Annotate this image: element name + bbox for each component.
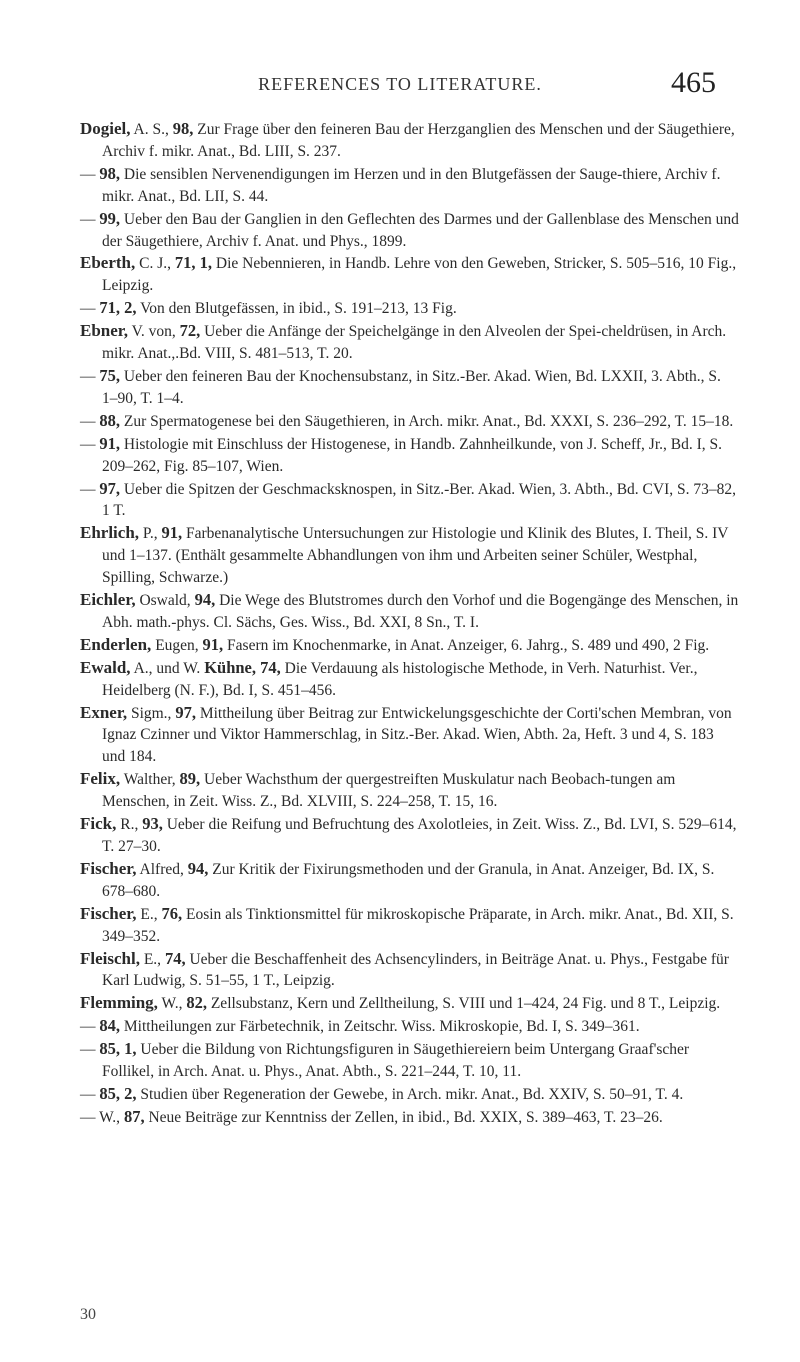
reference-text: Ueber die Spitzen der Geschmacksknospen, in Sitz.-Ber. Akad. Wien, 3. Abth., Bd. CVI, S. 73–82, 1 T. [102, 480, 736, 520]
reference-number: 93, [142, 814, 163, 834]
reference-lead: C. J., [135, 255, 175, 273]
reference-lead: — [80, 1041, 100, 1059]
reference-author: Ehrlich, [80, 523, 140, 543]
reference-author: Fischer, [80, 858, 137, 878]
reference-text: Fasern im Knochenmarke, in Anat. Anzeiger, 6. Jahrg., S. 489 und 490, 2 Fig. [223, 636, 710, 654]
reference-text: Ueber den feineren Bau der Knochensubstanz, in Sitz.-Ber. Akad. Wien, Bd. LXXII, 3. Abth., S. 1–90, T. 1–4. [102, 367, 721, 407]
reference-text: Die Wege des Blutstromes durch den Vorhof und die Bogengänge des Menschen, in Abh. math.-phys. Cl. Sächs, Ges. Wiss., Bd. XXI, 8 Sn., T. I. [102, 592, 739, 631]
reference-entry [80, 297, 740, 320]
reference-lead: R., [116, 816, 143, 834]
reference-number: 74, [164, 948, 186, 968]
reference-number: 84, [99, 1016, 120, 1036]
reference-entry [80, 813, 740, 858]
reference-entry [80, 1083, 740, 1106]
reference-lead: — W., [80, 1108, 124, 1126]
reference-lead: — [80, 480, 100, 498]
reference-author: Exner, [80, 702, 128, 722]
reference-entry [80, 1015, 740, 1038]
reference-entry [80, 992, 740, 1015]
reference-entry [80, 163, 740, 208]
reference-author: Fick, [80, 814, 117, 834]
reference-author: Eichler, [80, 590, 136, 610]
reference-entry [80, 522, 740, 589]
reference-text: Eosin als Tinktionsmittel für mikroskopische Präparate, in Arch. mikr. Anat., Bd. XII, S. 349–352. [102, 905, 734, 945]
reference-text: Zur Spermatogenese bei den Säugethieren, in Arch. mikr. Anat., Bd. XXXI, S. 236–292, T. 15–18. [120, 412, 734, 430]
reference-lead: — [80, 210, 100, 228]
reference-entry [80, 208, 740, 253]
reference-author: Fischer, [80, 903, 137, 923]
page-number: 465 [671, 66, 716, 99]
reference-number: 85, 2, [99, 1083, 137, 1103]
reference-number: 71, 1, [174, 253, 212, 273]
reference-lead: E., [136, 905, 162, 923]
reference-text: Ueber die Reifung und Befruchtung des Axolotleies, in Zeit. Wiss. Z., Bd. LVI, S. 529–614, T. 27–30. [102, 816, 737, 855]
reference-lead: P., [139, 525, 162, 543]
reference-entry [80, 433, 740, 478]
reference-entry [80, 1038, 740, 1083]
reference-text: Zur Kritik der Fixirungsmethoden und der Granula, in Anat. Anzeiger, Bd. IX, S. 678–680. [102, 860, 715, 900]
reference-entry [80, 365, 740, 410]
reference-number: 87, [123, 1106, 145, 1126]
reference-text: Mittheilung über Beitrag zur Entwickelungsgeschichte der Corti'schen Membran, von Ignaz Czinner und Viktor Hammerschlag, in Sitz.-Ber. Akad. Wien, Abth. 2a, Heft. 3 und 4, S. 183 und 184. [102, 704, 732, 766]
reference-number: 88, [99, 410, 120, 430]
reference-number: 99, [99, 208, 120, 228]
reference-lead: A. S., [130, 121, 173, 138]
reference-entry [80, 768, 740, 813]
reference-text: Histologie mit Einschluss der Histogenese, in Handb. Zahnheilkunde, von J. Scheff, Jr., Bd. I, S. 209–262, Fig. 85–107, Wien. [102, 435, 722, 475]
reference-number: 82, [186, 993, 207, 1013]
reference-text: Die sensiblen Nervenendigungen im Herzen und in den Blutgefässen der Sauge-thiere, Archiv f. mikr. Anat., Bd. LII, S. 44. [102, 165, 721, 205]
reference-number: 97, [175, 702, 196, 722]
reference-number: 94, [194, 590, 216, 610]
reference-author: Eberth, [80, 253, 136, 273]
reference-entry [80, 410, 740, 433]
reference-author: Ebner, [80, 321, 129, 341]
reference-author: Felix, [80, 769, 121, 789]
signature-mark: 30 [80, 1306, 96, 1323]
reference-entry [80, 657, 740, 702]
reference-entry [80, 118, 740, 163]
reference-number: 76, [161, 903, 183, 923]
reference-number: 94, [187, 858, 209, 878]
reference-lead: Oswald, [135, 592, 195, 610]
reference-entry [80, 320, 740, 365]
reference-lead: — [80, 1018, 100, 1036]
reference-author: Flemming, [80, 993, 158, 1013]
reference-number: 71, 2, [99, 298, 137, 318]
reference-number: 98, [172, 119, 194, 138]
page-header [0, 66, 800, 108]
reference-list [80, 118, 740, 1129]
reference-text: Die Verdauung als histologische Methode, in Verh. Naturhist. Ver., Heidelberg (N. F.), Bd. I, S. 451–456. [102, 659, 698, 699]
reference-lead: W., [157, 995, 187, 1013]
reference-number: 89, [179, 769, 201, 789]
reference-text: Studien über Regeneration der Gewebe, in Arch. mikr. Anat., Bd. XXIV, S. 50–91, T. 4. [136, 1085, 684, 1103]
reference-text: Die Nebennieren, in Handb. Lehre von den Geweben, Stricker, S. 505–516, 10 Fig., Leipzig. [102, 255, 737, 295]
reference-text: Von den Blutgefässen, in ibid., S. 191–213, 13 Fig. [136, 300, 457, 318]
reference-text: Mittheilungen zur Färbetechnik, in Zeitschr. Wiss. Mikroskopie, Bd. I, S. 349–361. [120, 1018, 640, 1036]
reference-lead: Eugen, [151, 636, 203, 654]
reference-lead: E., [139, 950, 165, 968]
reference-lead: — [80, 367, 100, 385]
reference-text: Ueber die Bildung von Richtungsfiguren in Säugethiereiern beim Untergang Graaf'scher Follikel, in Arch. Anat. u. Phys., Anat. Abth., S. 221–244, T. 10, 11. [102, 1041, 690, 1081]
reference-text: Ueber die Beschaffenheit des Achsencylinders, in Beiträge Anat. u. Phys., Festgabe für Karl Ludwig, S. 51–55, 1 T., Leipzig. [102, 950, 729, 990]
reference-number: 98, [99, 163, 120, 183]
reference-author: Ewald, [80, 657, 131, 677]
reference-text: Ueber die Anfänge der Speichelgänge in den Alveolen der Spei-cheldrüsen, in Arch. mikr. Anat.,.Bd. VIII, S. 481–513, T. 20. [102, 323, 727, 363]
reference-lead: Sigm., [127, 704, 176, 722]
reference-entry [80, 589, 740, 634]
reference-lead: Alfred, [136, 860, 188, 878]
reference-entry [80, 478, 740, 523]
reference-entry [80, 858, 740, 903]
reference-text: Ueber den Bau der Ganglien in den Geflechten des Darmes und der Gallenblase des Menschen und der Säugethiere, Archiv f. Anat. und Phys., 1899. [102, 210, 739, 250]
reference-text: Farbenanalytische Untersuchungen zur Histologie und Klinik des Blutes, I. Theil, S. IV und 1–137. (Enthält gesammelte Abhandlungen von ihm und Arbeiten seiner Schüler, Westphal, Spilling, Schwarze.) [102, 525, 729, 587]
running-title: REFERENCES TO LITERATURE. [258, 74, 542, 94]
reference-number: 75, [99, 365, 120, 385]
reference-text: Ueber Wachsthum der quergestreiften Muskulatur nach Beobach-tungen am Menschen, in Zeit. Wiss. Z., Bd. XLVIII, S. 224–258, T. 15, 16. [102, 771, 676, 811]
reference-lead: — [80, 1085, 100, 1103]
reference-entry [80, 1106, 740, 1129]
reference-number: 85, 1, [99, 1039, 137, 1059]
reference-entry [80, 252, 740, 297]
reference-lead: V. von, [128, 323, 180, 341]
reference-entry [80, 702, 740, 769]
reference-text: Zellsubstanz, Kern und Zelltheilung, S. VIII und 1–424, 24 Fig. und 8 T., Leipzig. [206, 995, 721, 1013]
reference-number: 91, [161, 523, 183, 543]
reference-lead: — [80, 412, 100, 430]
reference-lead: — [80, 300, 100, 318]
reference-lead: — [80, 435, 100, 453]
reference-lead: Walther, [120, 771, 180, 789]
reference-lead: A., und W. [130, 659, 205, 677]
reference-number: Kühne, 74, [204, 657, 281, 677]
reference-author: Dogiel, [80, 119, 131, 138]
reference-entry [80, 634, 740, 657]
reference-entry [80, 903, 740, 948]
reference-author: Enderlen, [80, 634, 152, 654]
reference-text: Zur Frage über den feineren Bau der Herzganglien des Menschen und der Säugethiere, Archiv f. mikr. Anat., Bd. LIII, S. 237. [102, 121, 735, 160]
reference-entry [80, 948, 740, 993]
reference-lead: — [80, 165, 100, 183]
reference-text: Neue Beiträge zur Kenntniss der Zellen, in ibid., Bd. XXIX, S. 389–463, T. 23–26. [144, 1108, 663, 1126]
reference-author: Fleischl, [80, 948, 140, 968]
reference-number: 97, [99, 478, 120, 498]
reference-number: 72, [179, 321, 201, 341]
reference-number: 91, [99, 433, 120, 453]
reference-number: 91, [202, 634, 224, 654]
